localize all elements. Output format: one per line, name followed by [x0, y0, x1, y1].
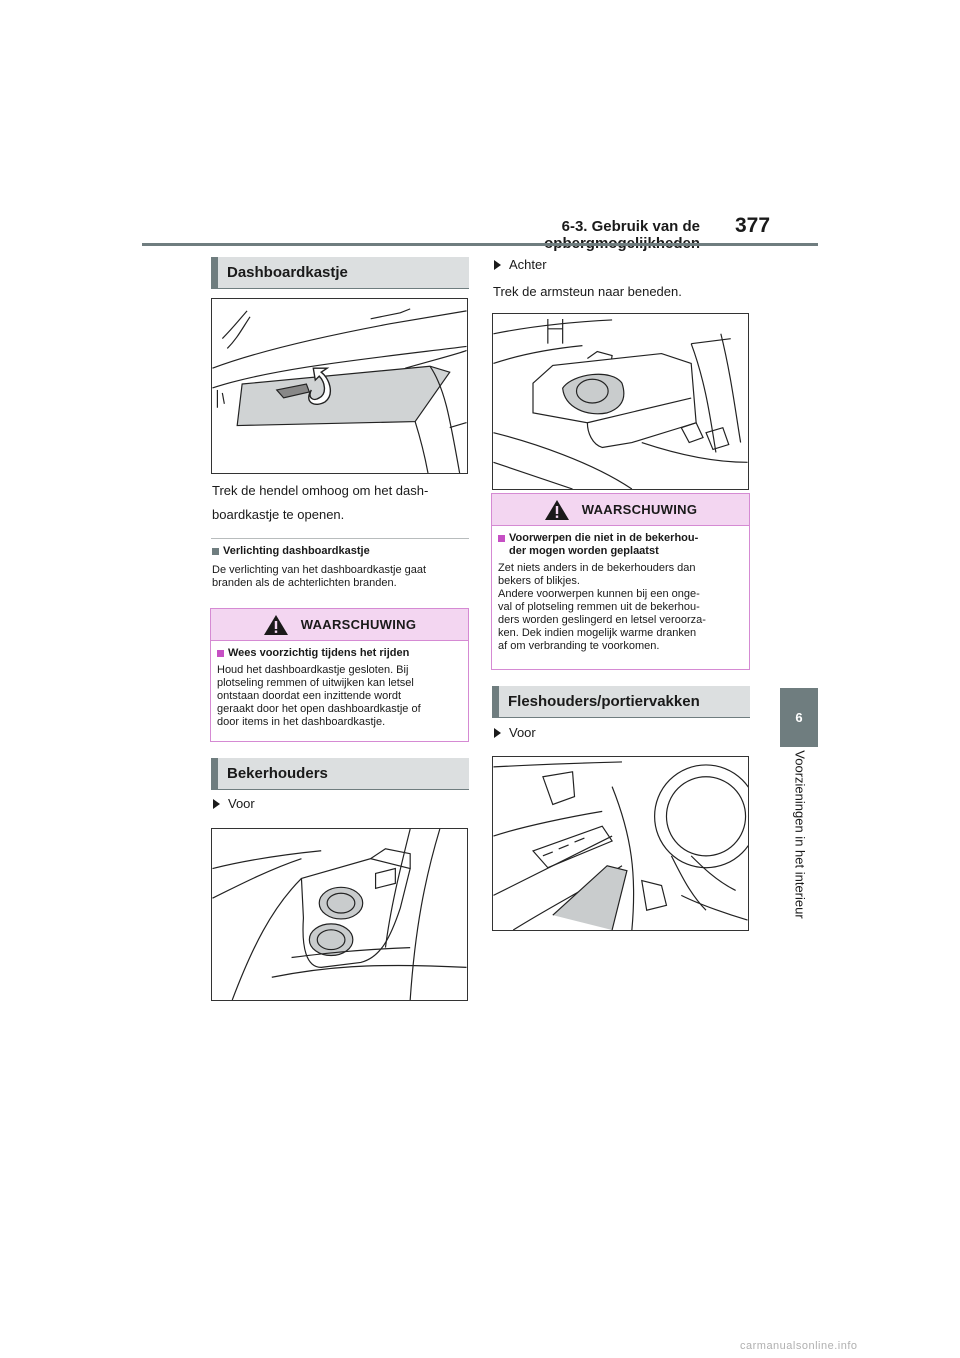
triangle-right-icon: [494, 728, 501, 738]
section-title: 6-3. Gebruik van de: [561, 218, 700, 235]
warning-box-cupholder: [491, 493, 750, 670]
bullet-rear-cupholder: [494, 257, 547, 272]
subheading-glovebox-light: [212, 545, 370, 557]
warning-header: [492, 494, 749, 526]
section-heading-text: Fleshouders/portiervakken: [508, 693, 700, 710]
warning-text: Zet niets anders in de bekerhouders dan bekers of blikjes. Andere voorwerpen kunnen bij een onge- val of plotseling remmen uit de bekerhou- ders worden geslingerd en letsel veroorza- ken. Dek indien mogelijk warme dranken af om verbranding te voorkomen.: [498, 562, 706, 652]
bullet-text: Voor: [228, 796, 255, 811]
chapter-tab: [780, 688, 818, 747]
subheading-text: Verlichting dashboardkastje: [223, 545, 370, 557]
bullet-text: Achter: [509, 257, 547, 272]
section-underline: [211, 288, 469, 289]
square-icon: [212, 548, 219, 555]
warning-title: [498, 532, 743, 558]
chapter-title: Voorzieningen in het interieur: [792, 750, 808, 919]
section-heading-fleshouders: [492, 686, 750, 717]
chapter-number: 6: [795, 710, 803, 725]
warning-title-text: Wees voorzichtig tijdens het rijden: [228, 647, 410, 659]
bullet-front-doorpocket: [494, 725, 536, 740]
footer-watermark: carmanualsonline.info: [740, 1340, 858, 1352]
warning-title-text: Voorwerpen die niet in de bekerhou- der mogen worden geplaatst: [509, 532, 699, 557]
rear-armrest-instruction: Trek de armsteun naar beneden.: [493, 284, 682, 299]
front-cupholder-illustration: [211, 828, 468, 1001]
section-underline: [211, 789, 469, 790]
warning-label: WAARSCHUWING: [300, 617, 417, 632]
glovebox-illustration: [211, 298, 468, 474]
warning-title: [217, 647, 462, 660]
page-number: 377: [735, 214, 771, 237]
section-underline: [492, 717, 750, 718]
warning-label: WAARSCHUWING: [581, 502, 698, 517]
square-icon: [217, 650, 224, 657]
triangle-right-icon: [213, 799, 220, 809]
bullet-text: Voor: [509, 725, 536, 740]
section-heading-text: Bekerhouders: [227, 765, 328, 782]
door-pocket-illustration: [492, 756, 749, 931]
warning-text: Houd het dashboardkastje gesloten. Bij plotseling remmen of uitwijken kan letsel ontstaan doordat een inzittende wordt geraakt door het open dashboardkastje of door items in het dashboardkastje.: [217, 664, 421, 728]
section-heading-text: Dashboardkastje: [227, 264, 348, 281]
warning-triangle-icon: [263, 614, 289, 636]
bullet-front-cupholder: [213, 796, 255, 811]
warning-header: [211, 609, 468, 641]
section-heading-bekerhouders: [211, 758, 469, 789]
warning-box-driving: [210, 608, 469, 742]
header-divider: [142, 243, 818, 246]
rear-armrest-illustration: [492, 313, 749, 490]
warning-triangle-icon: [544, 499, 570, 521]
subsection-divider: [211, 538, 469, 539]
glovebox-light-text: De verlichting van het dashboardkastje gaat branden als de achterlichten branden.: [212, 564, 427, 589]
glovebox-instruction: Trek de hendel omhoog om het dash- boardkastje te openen.: [212, 483, 429, 522]
section-heading-dashboardkastje: [211, 257, 469, 288]
square-icon: [498, 535, 505, 542]
triangle-right-icon: [494, 260, 501, 270]
